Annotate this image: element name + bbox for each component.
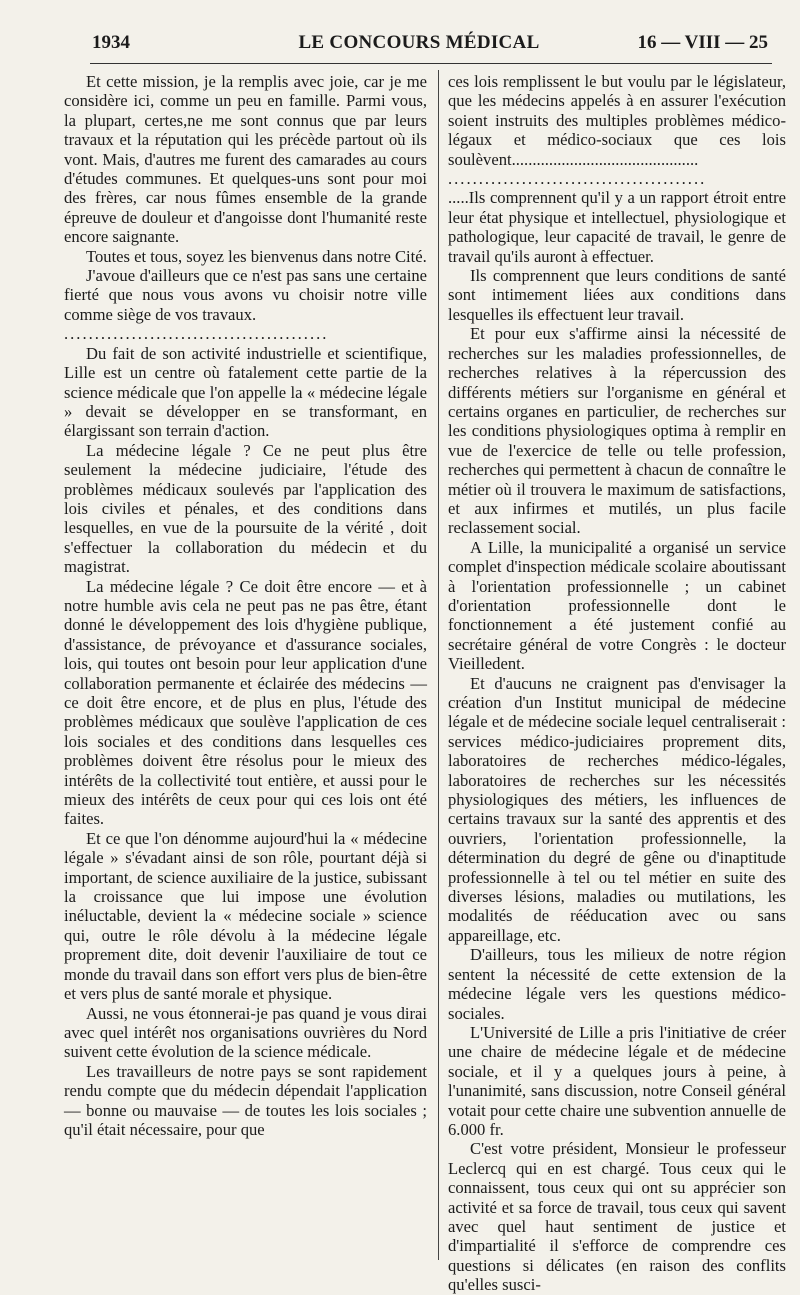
paragraph: L'Université de Lille a pris l'initiative de créer une chaire de médecine légale et de médecine sociale, et il y a quelques jours à peine, à l'unanimité, sans discussion, notre Conseil général votait pour cette chaire une subvention annuelle de 6.000 fr. [448, 1022, 786, 1139]
header-rule [90, 63, 772, 64]
paragraph: D'ailleurs, tous les milieux de notre région sentent la nécessité de cette extension de la médecine légale vers les questions médico-sociales. [448, 945, 786, 1023]
paragraph: Du fait de son activité industrielle et scientifique, Lille est un centre où fatalement cette partie de la science médicale que l'on appelle la « médecine légale » devait se développer en se transformant, en élargissant son terrain d'action. [64, 343, 427, 441]
paragraph: C'est votre président, Monsieur le professeur Leclercq qui en est chargé. Tous ceux qui le connaissent, tous ceux qui ont su apprécier son activité et sa force de travail, tous ceux qui savent avec quel haut sentiment de justice et d'impartialité il s'efforce de comprendre ces questions si délicates (en raison des conflits qu'elles susci- [448, 1139, 786, 1295]
journal-title: LE CONCOURS MÉDICAL [298, 32, 540, 53]
issue-date: 16 — VIII — 25 [637, 32, 768, 53]
page-number: 1934 [92, 32, 130, 53]
ellipsis-line: .......................................... [448, 169, 707, 189]
paragraph: La médecine légale ? Ce doit être encore — et à notre humble avis cela ne peut pas ne pas être, étant donné le développement des lois d'hygiène publique, d'assistance, de prévoyance et d'assurance sociales, lois, qui toutes ont besoin pour leur application d'une collaboration permanente et éclairée des médecins — ce doit être encore, et de plus en plus, l'étude des problèmes médicaux que soulève l'application de ces lois sociales et des conditions dans lesquelles ces problèmes doivent être résolus pour le mieux des intérêts de la collectivité tout entière, et aussi pour le mieux des intérêts de ceux pour qui ces lois ont été faites. [64, 576, 427, 829]
paragraph: La médecine légale ? Ce ne peut plus être seulement la médecine judiciaire, l'étude des problèmes médicaux soulevés par l'application des lois civiles et pénales, et des conditions dans lesquelles, en vue de la poursuite de la vérité , doit s'effectuer la collaboration du médecin et du magistrat. [64, 440, 427, 577]
paragraph: Et pour eux s'affirme ainsi la nécessité de recherches sur les maladies professionnelles, de recherches relatives à la répercussion des différents métiers sur l'organisme en général et certains organes en particulier, de recherches sur les conditions physiologiques optima à remplir en vue de l'exercice de telle ou telle profession, recherches qui permettent à chacun de connaître le métier où il trouvera le maximum de satisfactions, et aux infirmes et mutilés, un plus facile reclassement social. [448, 324, 786, 538]
left-column [64, 72, 427, 1139]
paragraph: Et ce que l'on dénomme aujourd'hui la « médecine légale » s'évadant ainsi de son rôle, pourtant déjà si important, de science auxiliaire de la justice, subissant la croissance que lui impose une évolution inéluctable, devient la « médecine sociale » science qui, outre le rôle dévolu à la médecine légale proprement dite, doit devenir l'auxiliaire de tout ce monde du travail dans son effort vers plus de bien-être et vers plus de santé morale et physique. [64, 828, 427, 1004]
paragraph: Les travailleurs de notre pays se sont rapidement rendu compte que du médecin dépendait l'application — bonne ou mauvaise — de toutes les lois sociales ; qu'il était nécessaire, pour que [64, 1061, 427, 1139]
page-header [62, 28, 776, 58]
paragraph: ces lois remplissent le but voulu par le législateur, que les médecins appelés à en assurer l'exécution soient instruits des multiples problèmes médico-légaux et médico-sociaux que ces lois soulèvent............................................. [448, 72, 786, 169]
paragraph: A Lille, la municipalité a organisé un service complet d'inspection médicale scolaire aboutissant à l'orientation professionnelle ; un cabinet d'orientation professionnelle dont le fonctionnement a été justement confié au secrétaire général de votre Congrès : le docteur Vieilledent. [448, 537, 786, 674]
paragraph: Et cette mission, je la remplis avec joie, car je me considère ici, comme un peu en famille. Parmi vous, la plupart, certes,ne me sont connus que par leurs travaux et la réputation qui les précède partout où ils vont. Mais, d'autres me furent des camarades au cours d'études communes. Et quelques-uns sont pour moi des frères, car nous fûmes ensemble de la grande épreuve de douleur et d'angoisse dont l'humanité reste encore saignante. [64, 72, 427, 247]
paragraph: J'avoue d'ailleurs que ce n'est pas sans une certaine fierté que nous vous avons vu choisir notre ville comme siège de vos travaux. [64, 266, 427, 324]
paragraph: Toutes et tous, soyez les bienvenus dans notre Cité. [86, 246, 427, 266]
column-separator [438, 70, 439, 1260]
right-column [448, 72, 786, 1295]
paragraph: Ils comprennent que leurs conditions de santé sont intimement liées aux conditions dans lesquelles ils effectuent leur travail. [448, 266, 786, 324]
ellipsis-line: ........................................... [64, 324, 329, 344]
paragraph: Et d'aucuns ne craignent pas d'envisager la création d'un Institut municipal de médecine légale et de médecine sociale lequel centraliserait : services médico-judiciaires proprement dits, laboratoires de recherches médico-légales, laboratoires de recherches sur les nécessités physiologiques des métiers, les influences de certains travaux sur la santé des apprentis et des ouvriers, l'orientation professionnelle, la détermination du degré de gêne ou d'inaptitude professionnelle à tel ou tel métier en suite des diverses lésions, maladies ou mutilations, les modalités de rééducation avec ou sans appareillage, etc. [448, 673, 786, 945]
paragraph: Aussi, ne vous étonnerai-je pas quand je vous dirai avec quel intérêt nos organisations ouvrières du Nord suivent cette évolution de la science médicale. [64, 1003, 427, 1062]
paragraph: .....Ils comprennent qu'il y a un rapport étroit entre leur état physique et intellectuel, physiologique et pathologique, leur capacité de travail, le genre de travail qu'ils auront à effectuer. [448, 188, 786, 266]
